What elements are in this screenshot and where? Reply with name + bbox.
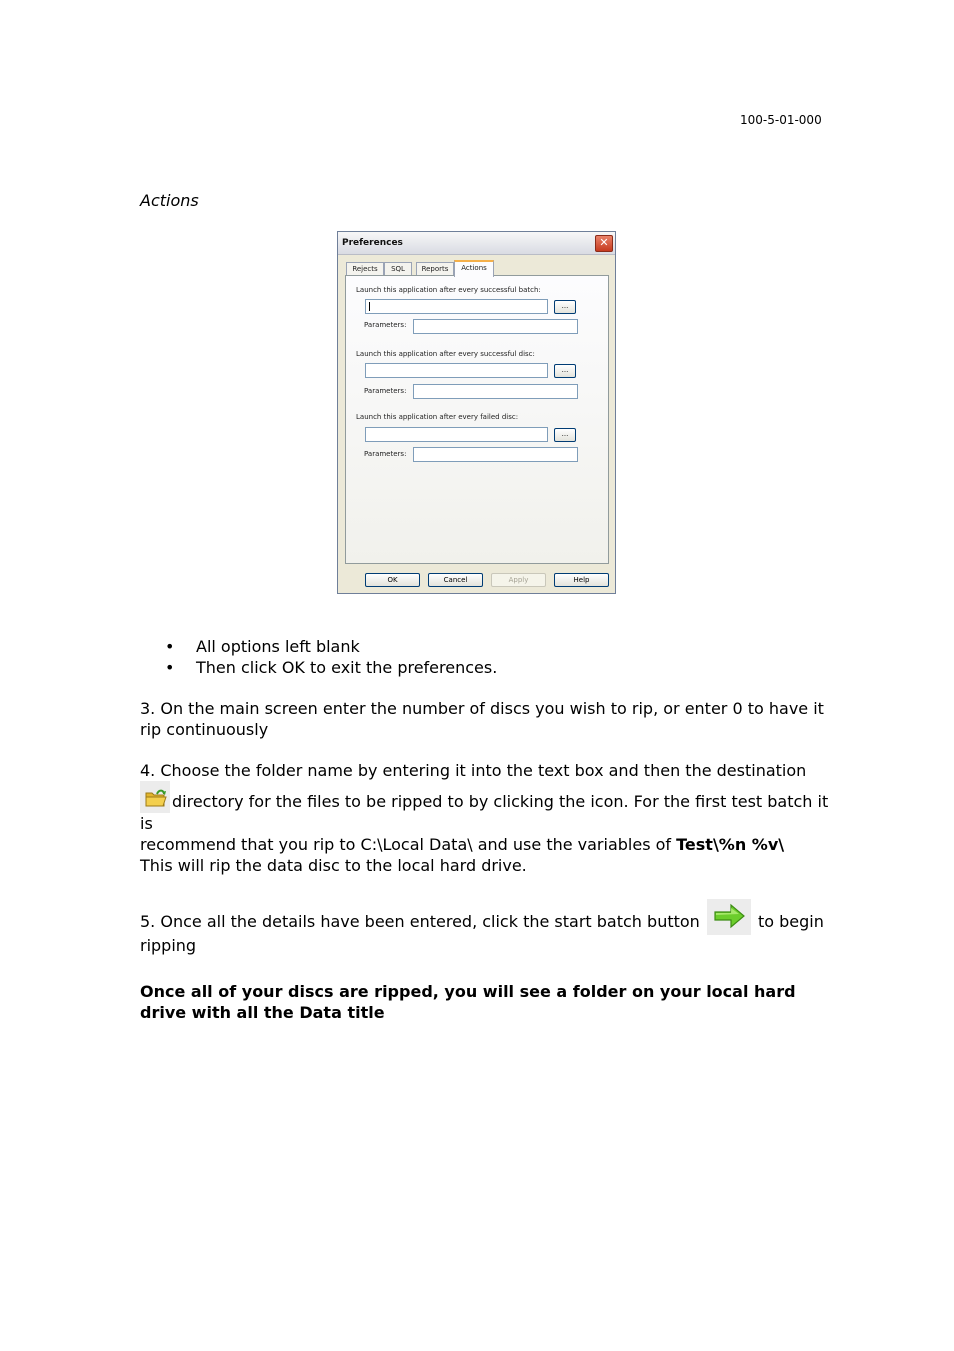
document-id: 100-5-01-000 [740,113,822,127]
failed-disc-label: Launch this application after every failed disc: [356,413,519,421]
successful-disc-path-input[interactable] [365,363,548,378]
arrow-right-icon [707,899,751,935]
step-4-line-2: directory for the files to be ripped to by clicking the icon. For the first test batch it is [140,792,829,833]
step-4-line-3: recommend that you rip to C:\Local Data\ and use the variables of [140,835,677,854]
help-button[interactable]: Help [554,573,609,587]
tab-actions[interactable]: Actions [454,260,494,277]
successful-batch-browse-button[interactable]: ... [554,300,576,314]
preferences-dialog [337,231,616,594]
tab-rejects[interactable]: Rejects [346,262,384,275]
successful-disc-params-input[interactable] [413,384,578,399]
successful-batch-label: Launch this application after every successful batch: [356,286,541,294]
actions-panel [345,275,609,564]
step-5-text: 5. Once all the details have been entered, click the start batch button [140,912,700,931]
failed-disc-path-input[interactable] [365,427,548,442]
failed-disc-params-input[interactable] [413,447,578,462]
list-item: • Then click OK to exit the preferences. [165,657,497,678]
close-icon[interactable]: ✕ [595,235,613,252]
failed-disc-browse-button[interactable]: ... [554,428,576,442]
ok-button[interactable]: OK [365,573,420,587]
successful-batch-params-input[interactable] [413,319,578,334]
successful-batch-params-label: Parameters: [364,321,407,329]
text-caret [369,302,370,311]
options-bullet-list [165,636,497,678]
step-4-line-4: This will rip the data disc to the local hard drive. [140,856,527,875]
dialog-titlebar [338,232,615,255]
step-4-line-1: 4. Choose the folder name by entering it into the text box and then the destination [140,761,807,780]
failed-disc-params-label: Parameters: [364,450,407,458]
step-3-text: 3. On the main screen enter the number of discs you wish to rip, or enter 0 to have it rip continuously [140,699,824,739]
folder-icon [140,781,170,813]
list-item: • All options left blank [165,636,497,657]
step-5-paragraph [140,899,830,956]
variables-pattern: Test\%n %v\ [676,835,785,854]
section-title: Actions [140,191,199,210]
step-4-paragraph [140,760,830,876]
successful-disc-label: Launch this application after every successful disc: [356,350,535,358]
tab-sql[interactable]: SQL [384,262,412,275]
cancel-button[interactable]: Cancel [428,573,483,587]
apply-button[interactable]: Apply [491,573,546,587]
successful-disc-params-label: Parameters: [364,387,407,395]
successful-batch-path-input[interactable] [365,299,548,314]
step-5-text-end: to begin ripping [140,912,824,955]
dialog-title: Preferences [342,238,403,248]
closing-statement: Once all of your discs are ripped, you will see a folder on your local hard drive with all the Data title [140,982,796,1022]
successful-disc-browse-button[interactable]: ... [554,364,576,378]
tab-reports[interactable]: Reports [416,262,454,275]
